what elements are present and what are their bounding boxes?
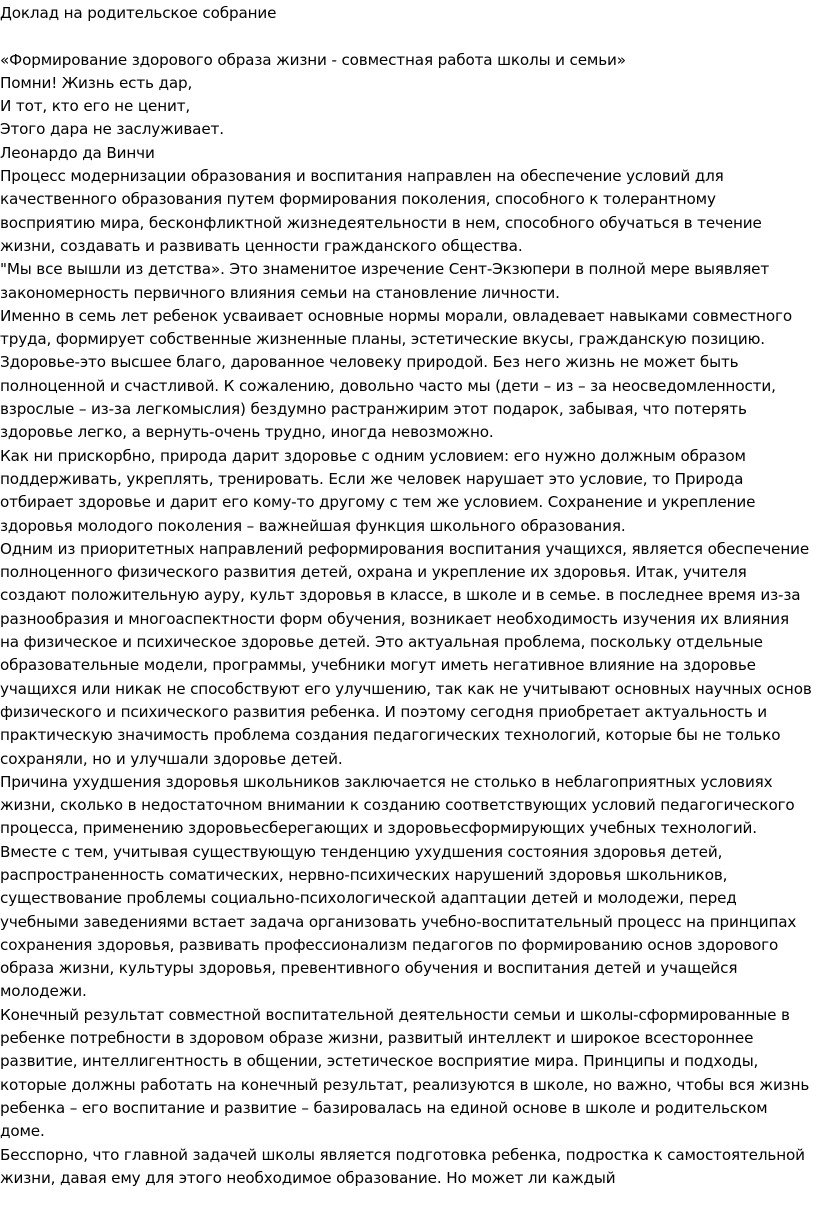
paragraph: Именно в семь лет ребенок усваивает основные нормы морали, овладевает навыками совместного труда, формирует собственные жизненные планы, эстетические вкусы, гражданскую позицию. <box>0 306 792 349</box>
paragraph: Конечный результат совместной воспитательной деятельности семьи и школы-сформированные в ребенке потребности в здоровом образе жизни, развитый интеллект и широкое всестороннее развитие, интеллигентность в общении, эстетическое восприятие мира. Принципы и подходы, которые должны работать на конечный результат, реализуются в школе, но важно, чтобы вся жизнь ребенка – его воспитание и развитие – базировалась на единой основе в школе и родительском доме. <box>0 1005 810 1141</box>
epigraph-line: Этого дара не заслуживает. <box>0 120 224 139</box>
paragraph: Одним из приоритетных направлений реформирования воспитания учащихся, является обеспечение полноценного физического развития детей, охрана и укрепление их здоровья. Итак, учителя создают положительную ауру, культ здоровья в классе, в школе и в семье. в последнее время из-за разнообразия и многоаспектности форм обучения, возникает необходимость изучения их влияния на физическое и психическое здоровье детей. Это актуальная проблема, поскольку отдельные образовательные модели, программы, учебники могут иметь негативное влияние на здоровье учащихся или никак не способствуют его улучшению, так как не учитывают основных научных основ физического и психического развития ребенка. И поэтому сегодня приобретает актуальность и практическую значимость проблема создания педагогических технологий, которые бы не только сохраняли, но и улучшали здоровье детей. <box>0 539 812 768</box>
epigraph-author: Леонардо да Винчи <box>0 143 155 162</box>
document-topic: «Формирование здорового образа жизни - совместная работа школы и семьи» <box>0 50 626 69</box>
document-heading: Доклад на родительское собрание <box>0 4 277 22</box>
paragraph: Процесс модернизации образования и воспитания направлен на обеспечение условий для качественного образования путем формирования поколения, способного к толерантному восприятию мира, бесконфликтной жизнедеятельности в нем, способного обучаться в течение жизни, создавать и развивать ценности гражданского общества. <box>0 167 762 255</box>
blank-line <box>0 25 812 48</box>
paragraph: "Мы все вышли из детства». Это знаменитое изречение Сент-Экзюпери в полной мере выявляет закономерность первичного влияния семьи на становление личности. <box>0 260 770 302</box>
paragraph: Здоровье-это высшее благо, дарованное человеку природой. Без него жизнь не может быть полноценной и счастливой. К сожалению, довольно часто мы (дети – из – за неосведомленности, взрослые – из-за легкомыслия) бездумно растранжирим этот подарок, забывая, что потерять здоровье легко, а вернуть-очень трудно, иногда невозможно. <box>0 353 776 442</box>
paragraph: Как ни прискорбно, природа дарит здоровье с одним условием: его нужно должным образом поддерживать, укреплять, тренировать. Если же человек нарушает это условие, то Природа отбирает здоровье и дарит его кому-то другому с тем же условием. Сохранение и укрепление здоровья молодого поколения – важнейшая функция школьного образования. <box>0 446 756 535</box>
paragraph: Бесспорно, что главной задачей школы является подготовка ребенка, подростка к самостоятельной жизни, давая ему для этого необходимое образование. Но может ли каждый <box>0 1145 805 1187</box>
document-page <box>0 2 812 1190</box>
epigraph-line: И тот, кто его не ценит, <box>0 97 191 116</box>
epigraph-line: Помни! Жизнь есть дар, <box>0 73 193 92</box>
paragraph: Причина ухудшения здоровья школьников заключается не столько в неблагоприятных условиях жизни, сколько в недостаточном внимании к созданию соответствующих условий педагогического процесса, применению здоровьесберегающих и здоровьесформирующих учебных технологий. Вместе с тем, учитывая существующую тенденцию ухудшения состояния здоровья детей, распространенность соматических, нервно-психических нарушений здоровья школьников, существование проблемы социально-психологической адаптации детей и молодежи, перед учебными заведениями встает задача организовать учебно-воспитательный процесс на принципах сохранения здоровья, развивать профессионализм педагогов по формированию основ здорового образа жизни, культуры здоровья, превентивного обучения и воспитания детей и учащейся молодежи. <box>0 772 797 1001</box>
